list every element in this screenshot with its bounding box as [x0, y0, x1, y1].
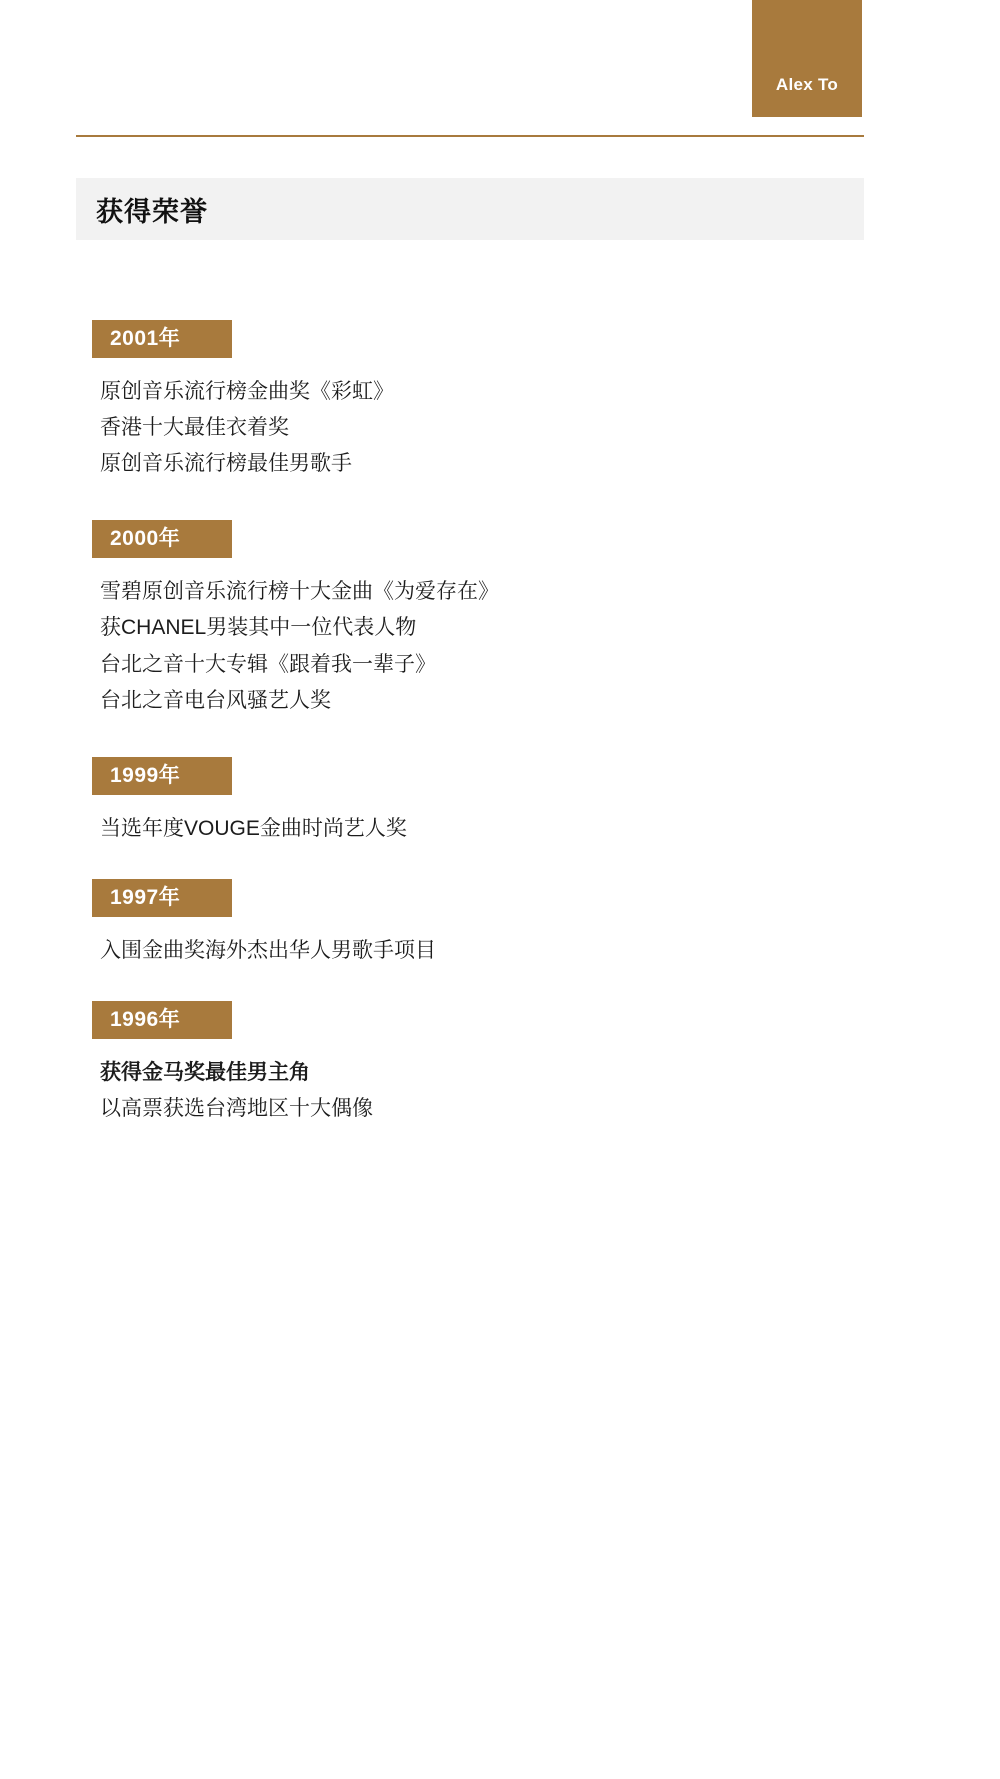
honor-item: 原创音乐流行榜最佳男歌手: [100, 452, 352, 476]
honor-item: 台北之音十大专辑《跟着我一辈子》: [100, 652, 436, 676]
honor-item: 以高票获选台湾地区十大偶像: [100, 1097, 373, 1121]
year-chip: 2000年: [92, 520, 232, 558]
honor-item: 雪碧原创音乐流行榜十大金曲《为爱存在》: [100, 580, 499, 604]
page-header: [0, 0, 1000, 140]
year-chip: 1996年: [92, 1001, 232, 1039]
honor-item: 原创音乐流行榜金曲奖《彩虹》: [100, 380, 394, 403]
year-chip: 2001年: [92, 320, 232, 358]
honor-item: 当选年度VOUGE金曲时尚艺人奖: [100, 816, 407, 840]
honor-item: 获得金马奖最佳男主角: [100, 1060, 310, 1084]
year-group: [92, 1001, 892, 1143]
header-divider: [76, 135, 864, 137]
honor-list: [92, 574, 892, 718]
group-spacer: [92, 847, 892, 871]
year-group: [92, 879, 892, 993]
group-spacer: [92, 719, 892, 749]
year-chip: 1997年: [92, 879, 232, 917]
honor-item: 香港十大最佳衣着奖: [100, 416, 289, 440]
honor-list: [92, 374, 892, 482]
honor-item: 获CHANEL男装其中一位代表人物: [100, 616, 417, 640]
section-header: [76, 178, 864, 240]
honor-list: [92, 811, 892, 847]
honor-item: 入围金曲奖海外杰出华人男歌手项目: [100, 938, 436, 962]
year-group: [92, 520, 892, 748]
year-group: [92, 757, 892, 871]
honor-item: 台北之音电台风骚艺人奖: [100, 688, 331, 712]
group-spacer: [92, 482, 892, 512]
artist-name-label: Alex To: [775, 75, 839, 94]
year-group: [92, 320, 892, 512]
group-spacer: [92, 969, 892, 993]
honor-list: [92, 933, 892, 969]
artist-name-tab: [752, 0, 862, 117]
group-spacer: [92, 1127, 892, 1143]
page-title: 获得荣誉: [96, 196, 208, 227]
honors-timeline: [92, 320, 892, 1151]
honor-list: [92, 1055, 892, 1127]
year-chip: 1999年: [92, 757, 232, 795]
